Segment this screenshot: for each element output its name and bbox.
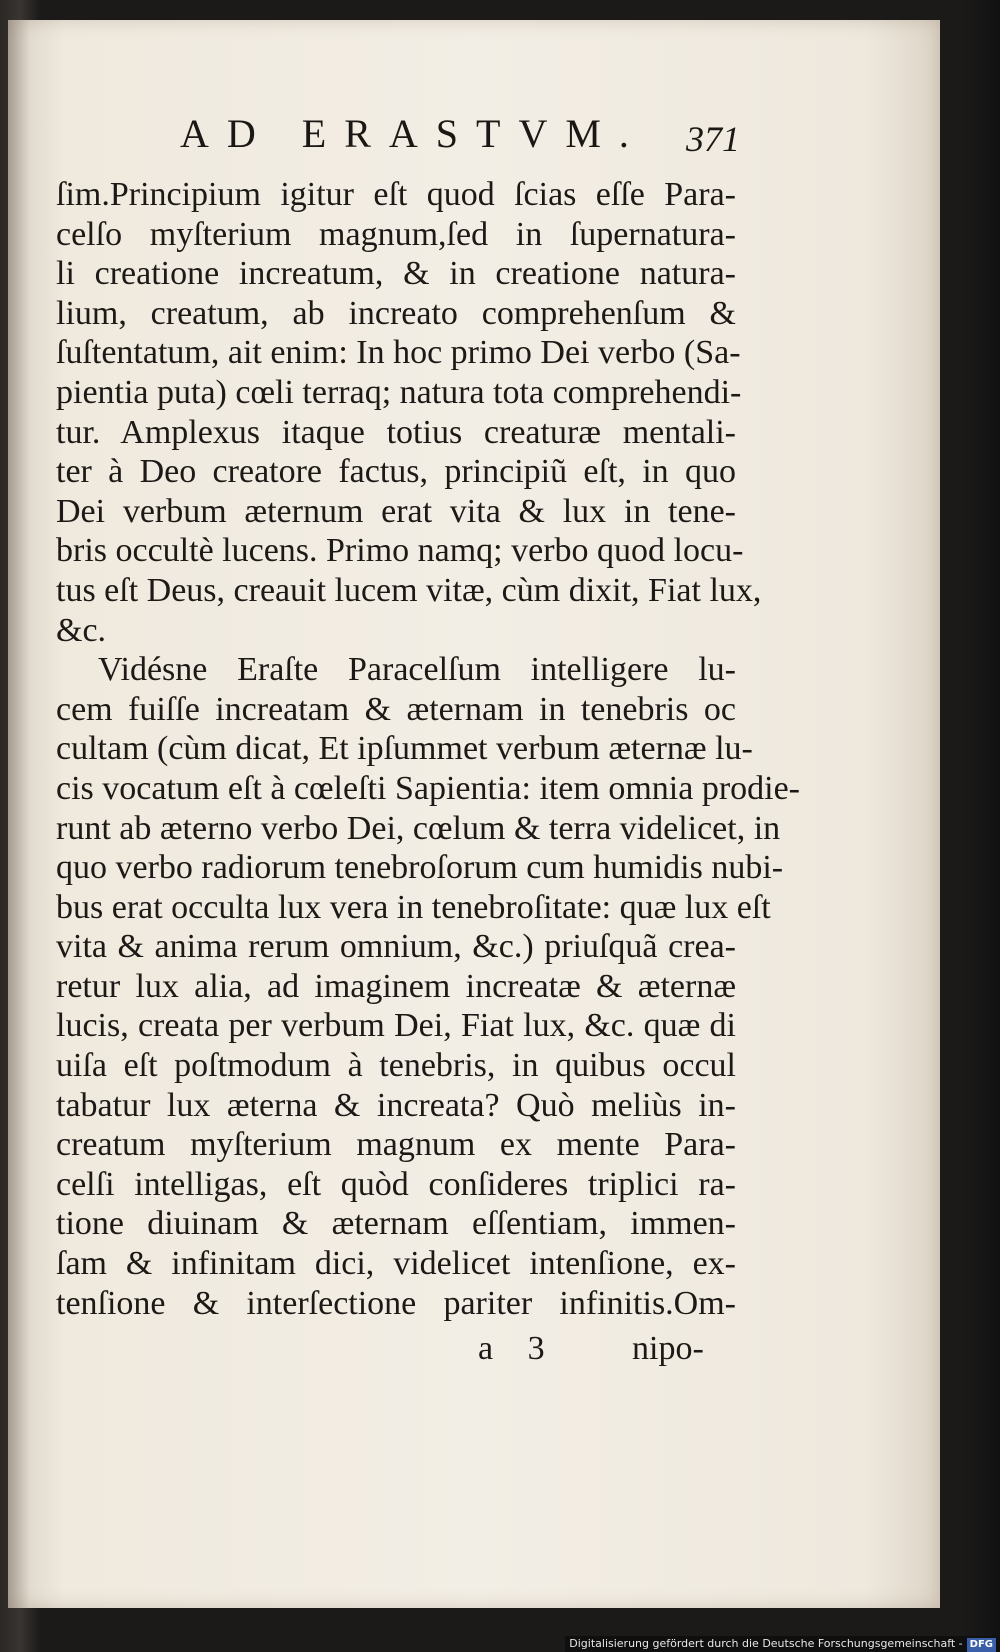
text-line: lium, creatum, ab increato comprehenſum & xyxy=(56,294,736,332)
text-line: retur lux alia, ad imaginem increatæ & æternæ xyxy=(56,967,736,1005)
page-number: 371 xyxy=(686,119,740,159)
signature-mark: a 3 xyxy=(478,1330,545,1367)
text-line: li creatione increatum, & in creatione natura- xyxy=(56,255,736,293)
text-line: creatum myſterium magnum ex mente Para- xyxy=(56,1126,736,1164)
text-line: quo verbo radiorum tenebroſorum cum humidis nubi- xyxy=(56,849,784,887)
text-line: ter à Deo creatore factus, principiũ eſt, in quo xyxy=(56,453,736,491)
text-line: ſam & infinitam dici, videlicet intenſione, ex- xyxy=(56,1245,736,1283)
text-line: Vidésne Eraſte Paracelſum intelligere lu- xyxy=(98,651,736,689)
text-line: cem fuiſſe increatam & æternam in tenebris oc xyxy=(56,690,736,728)
text-line: cis vocatum eſt à cœleſti Sapientia: item omnia prodie- xyxy=(56,769,800,807)
text-line: uiſa eſt poſtmodum à tenebris, in quibus occul xyxy=(56,1047,736,1085)
digitization-credit xyxy=(565,1636,1000,1652)
dfg-logo: DFG xyxy=(967,1638,996,1652)
body-text xyxy=(56,175,800,1323)
catchword: nipo- xyxy=(632,1330,704,1367)
text-line: &c. xyxy=(56,611,107,649)
text-line: tabatur lux æterna & increata? Quò meliùs in- xyxy=(56,1086,736,1124)
text-line: tur. Amplexus itaque totius creaturæ mentali- xyxy=(56,413,736,451)
book-page xyxy=(8,20,940,1608)
text-line: cultam (cùm dicat, Et ipſummet verbum æternæ lu- xyxy=(56,730,753,768)
text-line: tenſione & interſectione pariter infinitis.Om- xyxy=(56,1284,736,1322)
text-line: runt ab æterno verbo Dei, cœlum & terra videlicet, in xyxy=(56,809,781,847)
text-line: celſi intelligas, eſt quòd conſideres triplici ra- xyxy=(56,1165,736,1203)
text-line: bus erat occulta lux vera in tenebroſitate: quæ lux eſt xyxy=(56,888,771,926)
credit-text: Digitalisierung gefördert durch die Deutsche Forschungsgemeinschaft - xyxy=(569,1637,963,1650)
text-line: vita & anima rerum omnium, &c.) priuſquã crea- xyxy=(56,928,736,966)
text-line: celſo myſterium magnum,ſed in ſupernatura- xyxy=(56,215,736,253)
text-line: bris occultè lucens. Primo namq; verbo quod locu- xyxy=(56,532,744,570)
text-line: ſim.Principium igitur eſt quod ſcias eſſe Para- xyxy=(56,176,736,213)
spine-shadow xyxy=(8,20,30,1608)
text-line: ſuſtentatum, ait enim: In hoc primo Dei verbo (Sa- xyxy=(56,334,741,372)
text-line: pientia puta) cœli terraq; natura tota comprehendi- xyxy=(56,373,742,411)
text-line: tione diuinam & æternam eſſentiam, immen- xyxy=(56,1205,736,1243)
text-line: Dei verbum æternum erat vita & lux in tene- xyxy=(56,492,736,530)
running-title: AD ERASTVM. xyxy=(180,111,647,156)
text-line: lucis, creata per verbum Dei, Fiat lux, &c. quæ di xyxy=(56,1007,736,1045)
text-line: tus eſt Deus, creauit lucem vitæ, cùm dixit, Fiat lux, xyxy=(56,571,762,609)
